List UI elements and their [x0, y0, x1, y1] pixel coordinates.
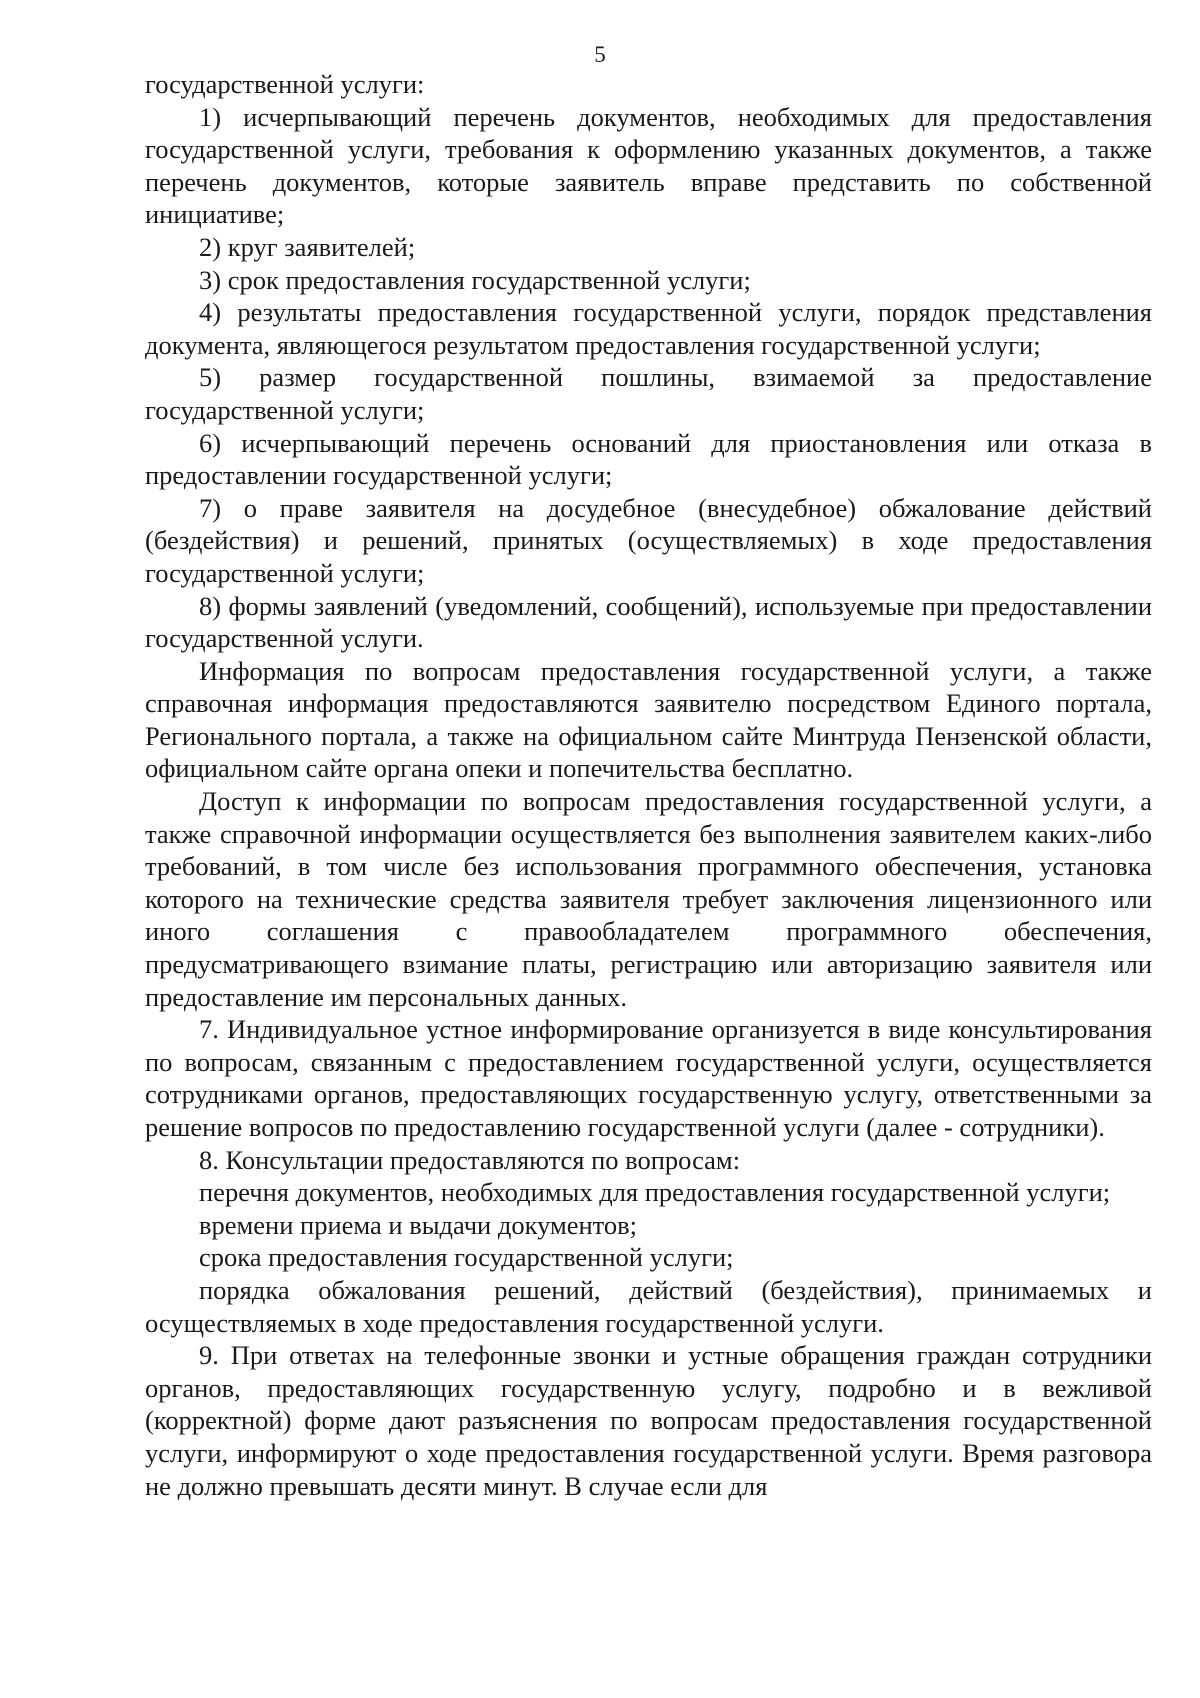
paragraph-4: 4) результаты предоставления государственной услуги, порядок представления документа, являющегося результатом предоставления государственной услуги;: [145, 297, 1152, 360]
paragraph-9: Информация по вопросам предоставления государственной услуги, а также справочная информация предоставляются заявителю посредством Единого портала, Регионального портала, а также на официальном сайте Минтруда Пензенской области, официальном сайте органа опеки и попечительства бесплатно.: [145, 655, 1152, 784]
paragraph-5: 5) размер государственной пошлины, взимаемой за предоставление государственной услуги;: [145, 362, 1152, 425]
page-number: 5: [594, 42, 606, 67]
document-body: [145, 68, 1152, 1502]
paragraph-10: Доступ к информации по вопросам предоставления государственной услуги, а также справочной информации осуществляется без выполнения заявителем каких-либо требований, в том числе без использования программного обеспечения, установка которого на технические средства заявителя требует заключения лицензионного или иного соглашения с правообладателем программного обеспечения, предусматривающего взимание платы, регистрацию или авторизацию заявителя или предоставление им персональных данных.: [145, 786, 1152, 1012]
paragraph-2: 2) круг заявителей;: [199, 231, 416, 262]
paragraph-13: перечня документов, необходимых для предоставления государственной услуги;: [199, 1177, 1111, 1208]
paragraph-17: 9. При ответах на телефонные звонки и устные обращения граждан сотрудники органов, предоставляющих государственную услугу, подробно и в вежливой (корректной) форме дают разъяснения по вопросам предоставления государственной услуги, информируют о ходе предоставления государственной услуги. Время разговора не должно превышать десяти минут. В случае если для: [145, 1340, 1152, 1501]
paragraph-3: 3) срок предоставления государственной услуги;: [199, 264, 751, 295]
paragraph-16: порядка обжалования решений, действий (бездействия), принимаемых и осуществляемых в ходе предоставления государственной услуги.: [145, 1274, 1152, 1338]
paragraph-6: 6) исчерпывающий перечень оснований для приостановления или отказа в предоставлении государственной услуги;: [145, 427, 1152, 491]
paragraph-8: 8) формы заявлений (уведомлений, сообщений), используемые при предоставлении государственной услуги.: [145, 590, 1152, 654]
paragraph-14: времени приема и выдачи документов;: [199, 1209, 638, 1240]
paragraph-15: срока предоставления государственной услуги;: [199, 1242, 734, 1273]
paragraph-1: 1) исчерпывающий перечень документов, необходимых для предоставления государственной услуги, требования к оформлению указанных документов, а также перечень документов, которые заявитель вправе представить по собственной инициативе;: [145, 101, 1152, 230]
paragraph-12: 8. Консультации предоставляются по вопросам:: [199, 1144, 741, 1175]
paragraph-7: 7) о праве заявителя на досудебное (внесудебное) обжалование действий (бездействия) и решений, принятых (осуществляемых) в ходе предоставления государственной услуги;: [145, 492, 1152, 588]
paragraph-0: государственной услуги:: [145, 69, 425, 99]
paragraph-11: 7. Индивидуальное устное информирование организуется в виде консультирования по вопросам, связанным с предоставлением государственной услуги, осуществляется сотрудниками органов, предоставляющих государственную услугу, ответственными за решение вопросов по предоставлению государственной услуги (далее - сотрудники).: [145, 1014, 1152, 1142]
